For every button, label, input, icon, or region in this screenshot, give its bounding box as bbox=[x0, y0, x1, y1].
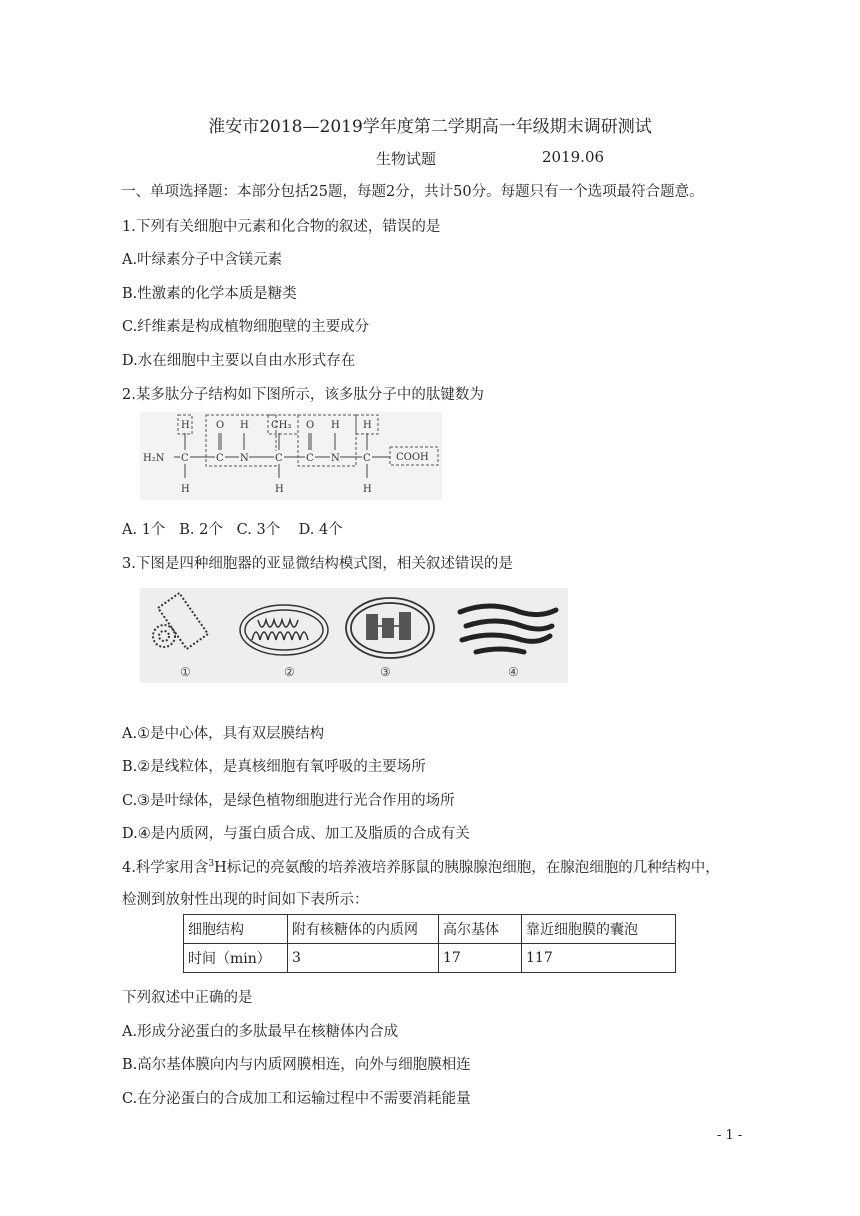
organelle-label-1: ① bbox=[180, 665, 191, 679]
q4-option-b: B.高尔基体膜向内与内质网膜相连，向外与细胞膜相连 bbox=[122, 1057, 471, 1073]
atom-label: C bbox=[181, 453, 189, 464]
q3-option-c: C.③是叶绿体，是绿色植物细胞进行光合作用的场所 bbox=[122, 793, 455, 809]
q4-stem-post: H标记的亮氨酸的培养液培养豚鼠的胰腺腺泡细胞，在腺泡细胞的几种结构中， bbox=[214, 860, 720, 876]
atom-label: H bbox=[363, 420, 372, 431]
q4-stem-sup: 3 bbox=[208, 859, 215, 870]
q1-option-d: D.水在细胞中主要以自由水形式存在 bbox=[122, 353, 356, 369]
q4-stem bbox=[122, 856, 720, 877]
atom-label: C bbox=[306, 453, 314, 464]
chloroplast-illustration bbox=[346, 598, 434, 658]
radioactivity-table bbox=[183, 914, 676, 973]
atom-label: H bbox=[363, 484, 372, 495]
organelle-label-3: ③ bbox=[380, 665, 391, 679]
atom-label: C bbox=[275, 453, 283, 464]
polypeptide-structure-figure bbox=[140, 412, 442, 500]
table-row bbox=[184, 915, 676, 944]
q4-stem-pre: 4.科学家用含 bbox=[122, 860, 209, 876]
q4-stem-line2: 检测到放射性出现的时间如下表所示： bbox=[122, 892, 369, 908]
q4-option-a: A.形成分泌蛋白的多肽最早在核糖体内合成 bbox=[122, 1024, 399, 1040]
table-cell: 17 bbox=[439, 944, 522, 973]
atom-label: C bbox=[363, 453, 371, 464]
table-cell: 3 bbox=[288, 944, 439, 973]
q1-stem: 1.下列有关细胞中元素和化合物的叙述，错误的是 bbox=[122, 219, 441, 235]
atom-label: H bbox=[240, 420, 249, 431]
table-header-cell: 细胞结构 bbox=[184, 915, 288, 944]
atom-label: O bbox=[306, 420, 315, 431]
q3-option-b: B.②是线粒体，是真核细胞有氧呼吸的主要场所 bbox=[122, 759, 426, 775]
q2-options: A. 1个 B. 2个 C. 3个 D. 4个 bbox=[122, 522, 343, 538]
atom-label: H bbox=[275, 484, 284, 495]
exam-date: 2019.06 bbox=[542, 148, 605, 166]
er-illustration bbox=[460, 606, 556, 652]
table-header-cell: 高尔基体 bbox=[439, 915, 522, 944]
centriole-illustration bbox=[153, 593, 208, 649]
q3-stem: 3.下图是四种细胞器的亚显微结构模式图，相关叙述错误的是 bbox=[122, 556, 513, 572]
atom-label: H bbox=[181, 484, 190, 495]
atom-label: H bbox=[331, 420, 340, 431]
exam-subject: 生物试题 bbox=[376, 150, 437, 168]
atom-label: O bbox=[216, 420, 225, 431]
organelle-label-2: ② bbox=[284, 665, 295, 679]
page-number: - 1 - bbox=[717, 1128, 743, 1143]
q1-option-a: A.叶绿素分子中含镁元素 bbox=[122, 252, 283, 268]
q1-option-c: C.纤维素是构成植物细胞壁的主要成分 bbox=[122, 319, 370, 335]
atom-label: H bbox=[181, 420, 190, 431]
organelles-figure bbox=[140, 588, 568, 683]
exam-title: 淮安市2018—2019学年度第二学期高一年级期末调研测试 bbox=[208, 117, 652, 137]
q3-option-a: A.①是中心体，具有双层膜结构 bbox=[122, 726, 325, 742]
q2-stem: 2.某多肽分子结构如下图所示，该多肽分子中的肽键数为 bbox=[122, 387, 484, 403]
atom-label: C bbox=[216, 453, 224, 464]
mitochondrion-illustration bbox=[240, 605, 328, 655]
q4-option-c: C.在分泌蛋白的合成加工和运输过程中不需要消耗能量 bbox=[122, 1091, 471, 1107]
section-heading: 一、单项选择题：本部分包括25题，每题2分，共计50分。每题只有一个选项最符合题意。 bbox=[121, 184, 704, 200]
table-cell: 时间（min） bbox=[184, 944, 288, 973]
h2n-label: H₂N bbox=[143, 453, 165, 464]
atom-label: N bbox=[240, 453, 249, 464]
atom-label: N bbox=[331, 453, 340, 464]
table-cell: 117 bbox=[522, 944, 676, 973]
atom-label: CH₃ bbox=[271, 420, 292, 431]
table-header-cell: 附有核糖体的内质网 bbox=[288, 915, 439, 944]
q4-prompt: 下列叙述中正确的是 bbox=[122, 990, 253, 1006]
table-header-cell: 靠近细胞膜的囊泡 bbox=[522, 915, 676, 944]
table-row bbox=[184, 944, 676, 973]
q3-option-d: D.④是内质网，与蛋白质合成、加工及脂质的合成有关 bbox=[122, 826, 470, 842]
q1-option-b: B.性激素的化学本质是糖类 bbox=[122, 286, 297, 302]
organelle-label-4: ④ bbox=[508, 665, 519, 679]
cooh-label: COOH bbox=[396, 452, 429, 463]
